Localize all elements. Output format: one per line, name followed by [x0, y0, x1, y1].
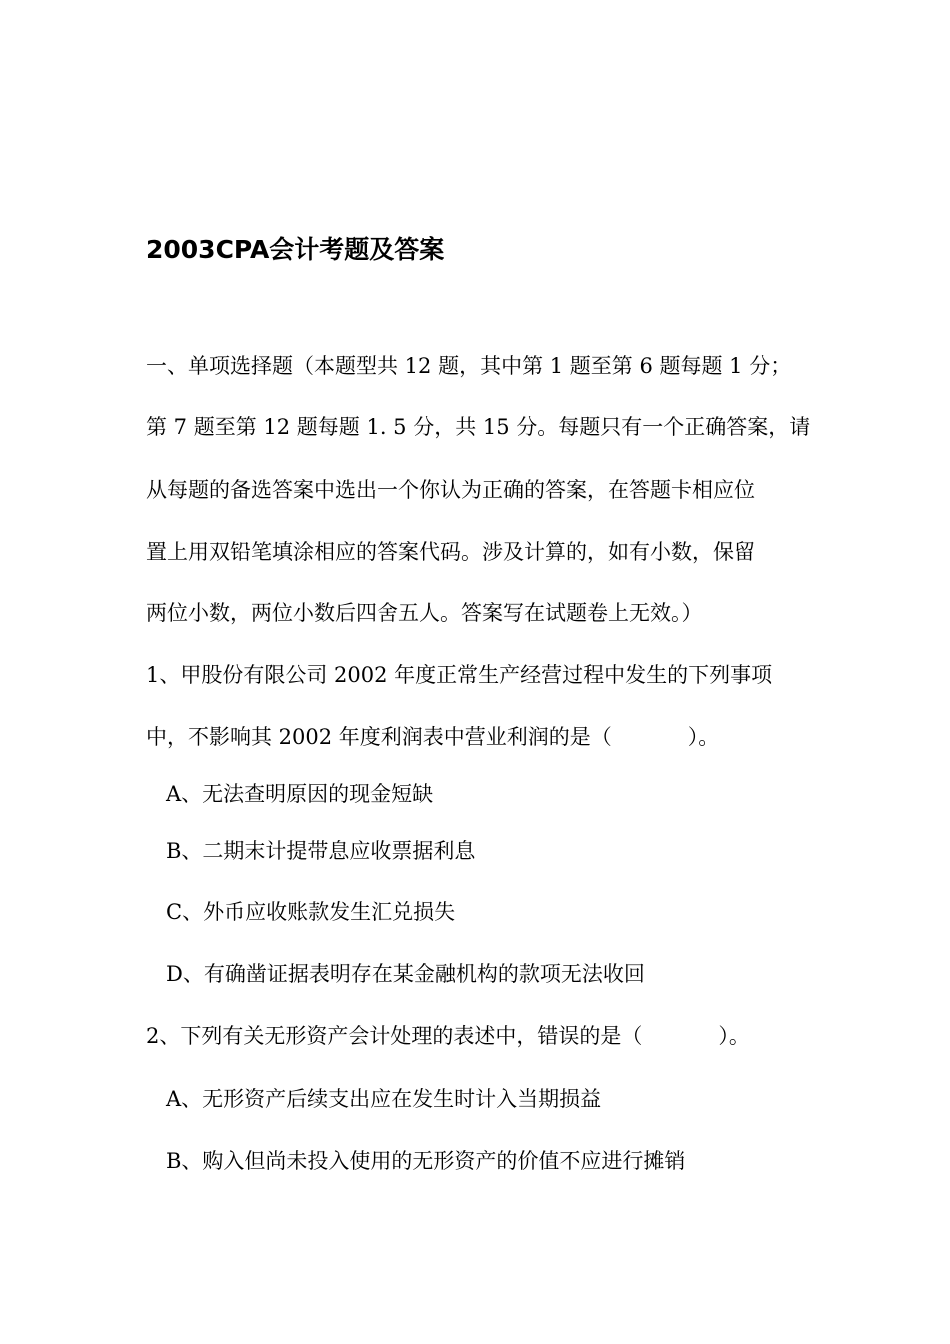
question-1-option-b: B、二期末计提带息应收票据利息	[166, 839, 476, 863]
section-intro-line: 置上用双铅笔填涂相应的答案代码。涉及计算的，如有小数，保留	[146, 540, 755, 564]
question-2-option-a: A、无形资产后续支出应在发生时计入当期损益	[166, 1087, 602, 1111]
section-intro-line: 一、单项选择题（本题型共 12 题，其中第 1 题至第 6 题每题 1 分；	[146, 354, 792, 378]
section-intro-line: 第 7 题至第 12 题每题 1. 5 分，共 15 分。每题只有一个正确答案，请	[146, 415, 811, 439]
section-intro-line: 两位小数，两位小数后四舍五人。答案写在试题卷上无效。）	[146, 601, 703, 625]
question-2-option-b: B、购入但尚未投入使用的无形资产的价值不应进行摊销	[166, 1149, 686, 1173]
question-1-stem-close: ）。	[687, 725, 720, 749]
section-intro-line: 从每题的备选答案中选出一个你认为正确的答案，在答题卡相应位	[146, 478, 755, 502]
document-title: 2003CPA会计考题及答案	[146, 235, 445, 264]
question-2-stem	[146, 1021, 750, 1051]
question-2-stem-text: 2、下列有关无形资产会计处理的表述中，错误的是（	[146, 1024, 643, 1048]
question-1-stem-continued	[146, 722, 719, 752]
question-2-stem-close: ）。	[718, 1024, 750, 1048]
question-1-option-c: C、外币应收账款发生汇兑损失	[166, 900, 456, 924]
question-1-option-a: A、无法查明原因的现金短缺	[166, 782, 434, 806]
question-1-stem-text: 中，不影响其 2002 年度利润表中营业利润的是（	[146, 725, 612, 749]
question-1-stem: 1、甲股份有限公司 2002 年度正常生产经营过程中发生的下列事项	[146, 663, 773, 687]
question-1-option-d: D、有确凿证据表明存在某金融机构的款项无法收回	[166, 962, 645, 986]
